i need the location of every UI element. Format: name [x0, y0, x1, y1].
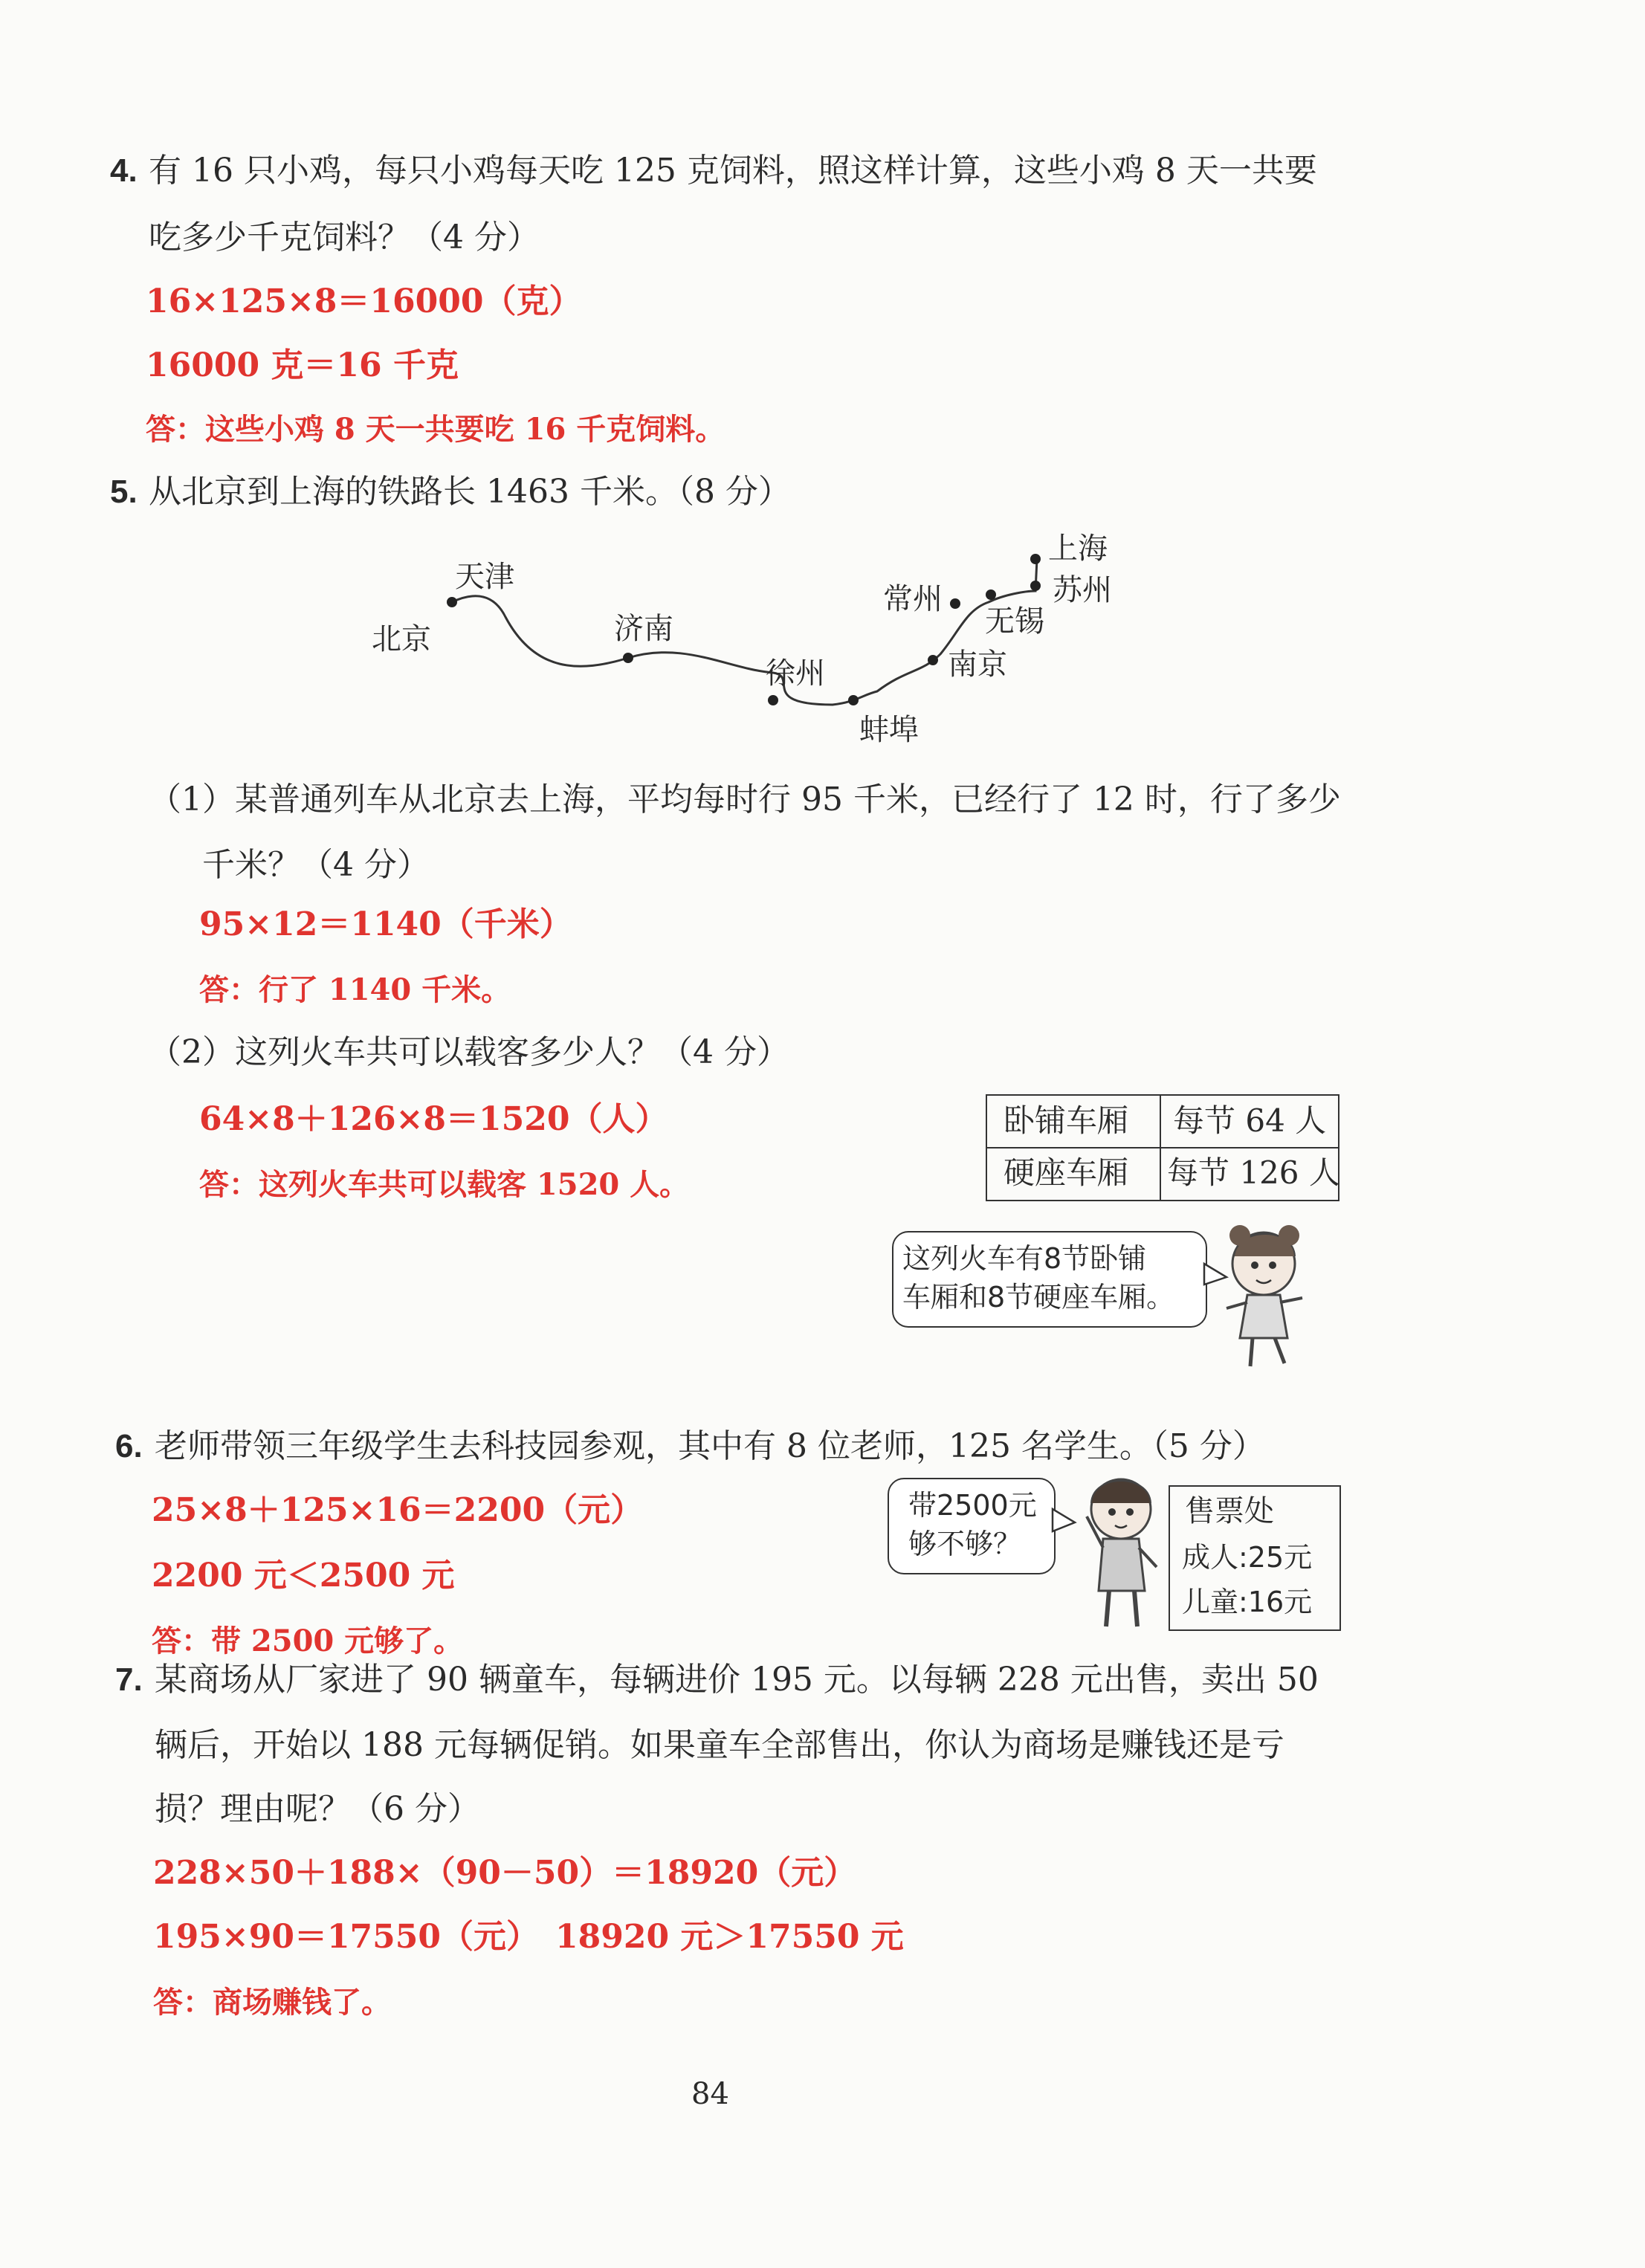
city-label-jinan: 济南: [614, 612, 673, 646]
city-label-changzhou: 常州: [883, 582, 943, 616]
beijing-dot: [447, 597, 457, 607]
q4-number: 4.: [110, 152, 138, 189]
q5-part1-text-line2: 千米？（4 分）: [202, 846, 430, 884]
table-cell-sleeper-capacity: 每节 64 人: [1173, 1102, 1327, 1139]
wuxi-dot: [986, 589, 996, 600]
boy-speech-bubble: [888, 1478, 1056, 1574]
q6-answer-line3: 答：带 2500 元够了。: [152, 1624, 464, 1658]
city-label-suzhou: 苏州: [1053, 573, 1112, 607]
city-label-tianjin: 天津: [455, 560, 514, 594]
q7-answer-line2: 195×90＝17550（元） 18920 元＞17550 元: [153, 1918, 904, 1956]
girl-speech-line1: 这列火车有8节卧铺: [902, 1242, 1147, 1275]
suzhou-dot: [1030, 581, 1041, 591]
table-cell-hard-seat: 硬座车厢: [1004, 1154, 1129, 1191]
q5-number: 5.: [110, 474, 138, 510]
q4-answer-line2: 16000 克＝16 千克: [146, 346, 459, 384]
table-cell-hard-seat-capacity: 每节 126 人: [1167, 1154, 1340, 1191]
city-label-wuxi: 无锡: [985, 604, 1044, 639]
bengbu-dot: [848, 695, 859, 705]
boy-speech-line1: 带2500元: [908, 1489, 1037, 1522]
ticket-office-title: 售票处: [1185, 1494, 1274, 1528]
xuzhou-dot: [768, 695, 778, 705]
q5-text-line1: 从北京到上海的铁路长 1463 千米。（8 分）: [149, 473, 791, 511]
q5-part2-text-line1: （2）这列火车共可以载客多少人？（4 分）: [149, 1033, 789, 1071]
ticket-office-sign: [1169, 1485, 1341, 1631]
nanjing-dot: [928, 655, 938, 665]
jinan-dot: [623, 653, 633, 663]
q7-number: 7.: [115, 1661, 143, 1698]
city-label-xuzhou: 徐州: [766, 656, 825, 691]
ticket-price-child: 儿童:16元: [1182, 1586, 1313, 1618]
q4-text-line2: 吃多少千克饲料？（4 分）: [149, 219, 540, 256]
q5-part1-text-line1: （1）某普通列车从北京去上海，平均每时行 95 千米，已经行了 12 时，行了多少: [149, 781, 1341, 818]
q5-part2-answer-line1: 64×8＋126×8＝1520（人）: [199, 1100, 668, 1138]
q6-text-line1: 老师带领三年级学生去科技园参观，其中有 8 位老师，125 名学生。（5 分）: [155, 1427, 1265, 1465]
q7-text-line1: 某商场从厂家进了 90 辆童车，每辆进价 195 元。以每辆 228 元出售，卖出 50: [155, 1661, 1319, 1699]
girl-speech-line2: 车厢和8节硬座车厢。: [902, 1281, 1175, 1314]
q6-answer-line1: 25×8＋125×16＝2200（元）: [152, 1491, 644, 1529]
q4-answer-line3: 答：这些小鸡 8 天一共要吃 16 千克饲料。: [146, 412, 725, 447]
girl-speech-bubble: [892, 1231, 1207, 1328]
q5-part2-answer-line2: 答：这列火车共可以载客 1520 人。: [199, 1167, 690, 1202]
q7-answer-line1: 228×50＋188×（90－50）＝18920（元）: [153, 1854, 857, 1892]
q7-text-line2: 辆后，开始以 188 元每辆促销。如果童车全部售出，你认为商场是赚钱还是亏: [155, 1726, 1284, 1764]
shanghai-dot: [1030, 554, 1041, 564]
q5-part1-answer-line1: 95×12＝1140（千米）: [199, 905, 572, 943]
q4-text-line1: 有 16 只小鸡，每只小鸡每天吃 125 克饲料，照这样计算，这些小鸡 8 天一共要: [149, 152, 1317, 190]
table-cell-sleeper: 卧铺车厢: [1004, 1102, 1129, 1139]
q7-text-line3: 损？理由呢？（6 分）: [155, 1790, 480, 1828]
city-label-nanjing: 南京: [948, 647, 1007, 682]
city-label-shanghai: 上海: [1048, 532, 1108, 566]
q4-answer-line1: 16×125×8＝16000（克）: [146, 282, 582, 320]
page-number: 84: [691, 2077, 729, 2111]
q7-answer-line3: 答：商场赚钱了。: [153, 1985, 391, 2020]
city-label-bengbu: 蚌埠: [859, 713, 919, 747]
changzhou-dot: [950, 598, 960, 609]
boy-speech-line2: 够不够？: [908, 1528, 1022, 1560]
city-label-beijing: 北京: [372, 622, 431, 656]
q6-number: 6.: [115, 1428, 143, 1464]
q6-answer-line2: 2200 元＜2500 元: [152, 1557, 455, 1595]
ticket-price-adult: 成人:25元: [1182, 1541, 1313, 1574]
q5-part1-answer-line2: 答：行了 1140 千米。: [199, 972, 511, 1007]
train-capacity-table: [986, 1094, 1339, 1201]
